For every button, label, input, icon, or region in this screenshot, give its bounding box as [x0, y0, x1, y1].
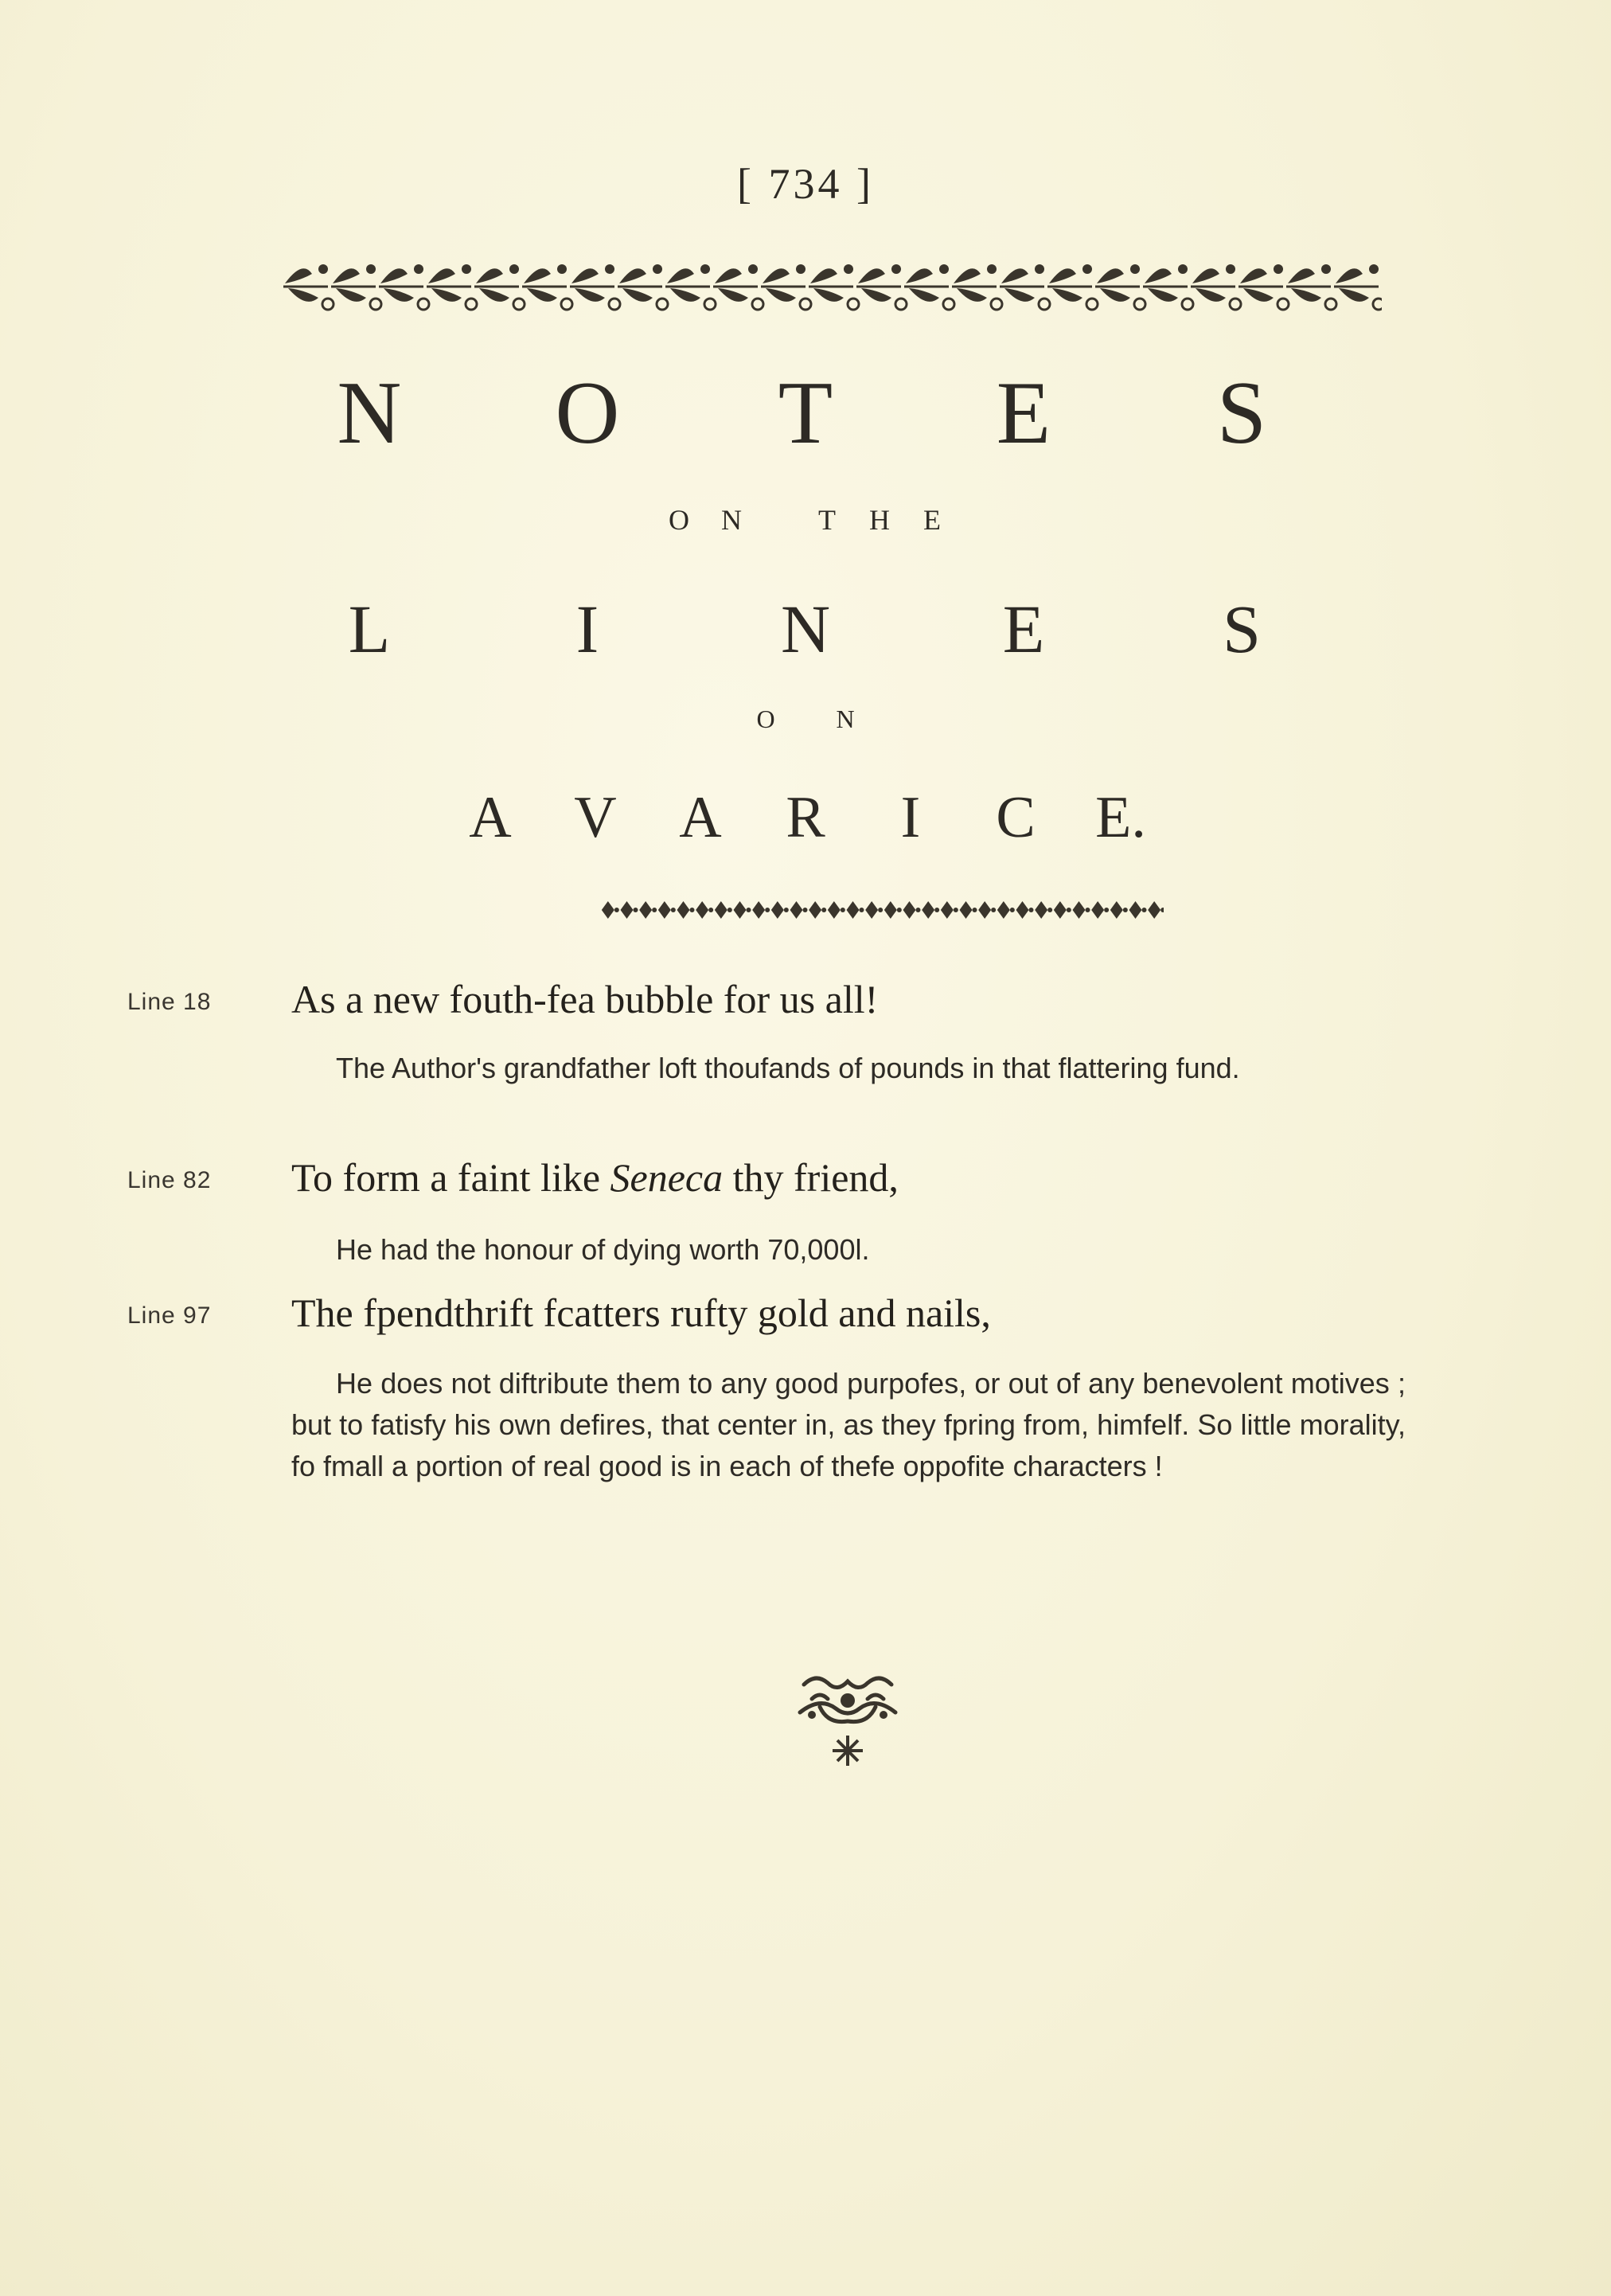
title-lines	[0, 589, 1611, 669]
title-letter: S	[1216, 364, 1267, 463]
title-letter: N	[337, 364, 402, 463]
title-letter: L	[348, 591, 391, 667]
page-number: [ 734 ]	[737, 160, 874, 208]
title-letter: R	[786, 785, 825, 850]
title-letter: E	[1002, 591, 1045, 667]
title-letter: T	[778, 364, 833, 463]
title-letter: E	[996, 364, 1051, 463]
title-letter: S	[1223, 591, 1261, 667]
title-letter: V	[574, 785, 617, 850]
verse-text: To form a faint like	[291, 1155, 610, 1200]
note-comment: The Author's grandfather loft thoufands of pounds in that flattering fund.	[336, 1052, 1240, 1084]
title-on	[0, 705, 1611, 734]
title-on-the	[0, 503, 1611, 537]
title-letter: A	[469, 785, 512, 850]
verse-quote	[291, 1290, 991, 1336]
title-letter: O	[555, 364, 620, 463]
note-comment: He had the honour of dying worth 70,000l.	[336, 1233, 870, 1266]
line-reference: Line 18	[127, 989, 212, 1015]
title-avarice	[0, 784, 1611, 852]
laurel-band-icon	[283, 256, 1382, 320]
title-letter: E.	[1095, 785, 1146, 850]
title-letter: A	[679, 785, 722, 850]
verse-text-end: thy friend,	[723, 1155, 899, 1200]
verse-quote	[291, 1154, 899, 1201]
title-notes	[0, 362, 1611, 465]
note-comment: He does not diftribute them to any good purpofes, or out of any benevolent motives ; but to fatisfy his own defires, that center in, as they fpring from, himfelf. So little morality, fo fmall a portion of real good is in each of thefe oppofite characters !	[291, 1367, 1406, 1482]
fleuron-row-icon	[599, 898, 1164, 922]
title-letter: I	[575, 591, 599, 667]
title-letter: O	[756, 705, 775, 733]
tailpiece-icon	[788, 1669, 907, 1772]
title-letter: E	[923, 504, 941, 536]
title-letter: C	[996, 785, 1036, 850]
title-letter: I	[900, 785, 921, 850]
verse-text: As a new fouth-fea bubble for us all!	[291, 977, 879, 1021]
title-letter: H	[869, 504, 890, 536]
title-letter: O	[669, 504, 689, 536]
verse-text: The fpendthrift fcatters rufty gold and nails,	[291, 1291, 991, 1335]
title-letter: T	[818, 504, 836, 536]
title-letter: N	[780, 591, 831, 667]
line-reference: Line 82	[127, 1167, 212, 1193]
line-reference: Line 97	[127, 1302, 212, 1329]
title-letter: N	[836, 705, 855, 733]
verse-italic: Seneca	[610, 1155, 724, 1200]
title-letter: N	[721, 504, 742, 536]
verse-quote	[291, 976, 878, 1022]
